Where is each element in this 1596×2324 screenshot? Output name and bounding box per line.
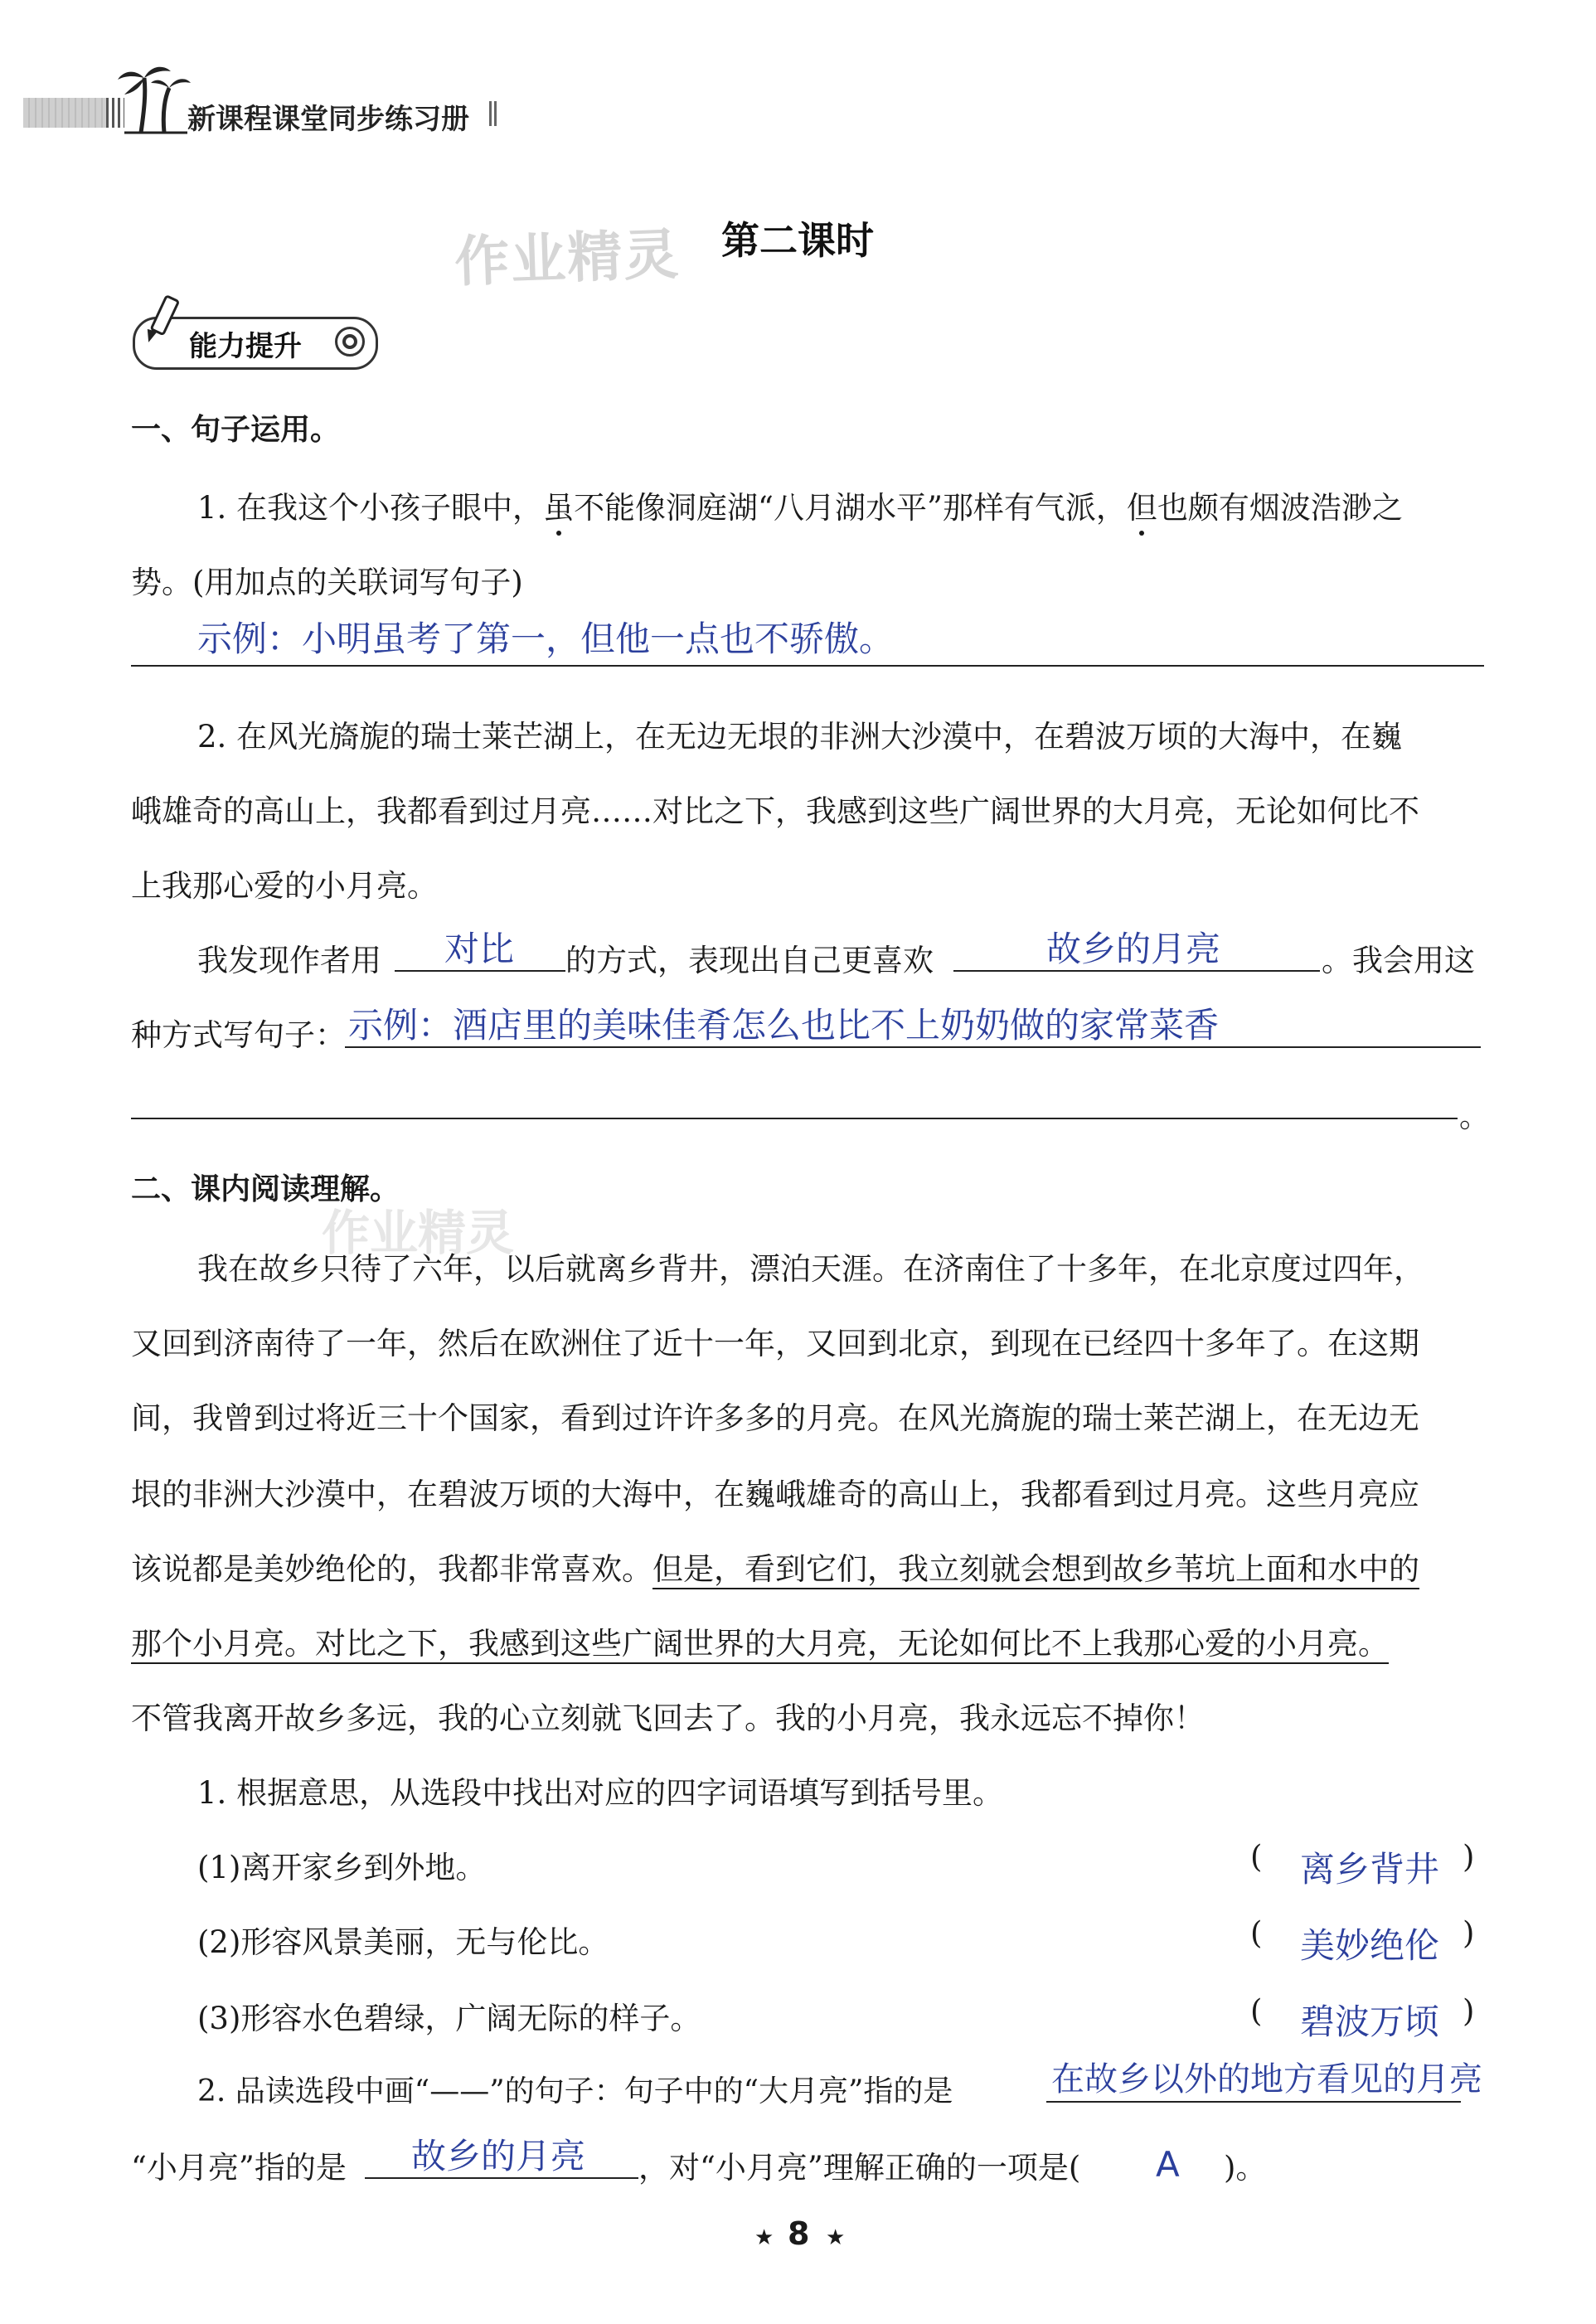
p1-q1-answer-line <box>131 665 1484 667</box>
lesson-title: 第二课时 <box>721 218 874 263</box>
p2-q1-open-1: ( <box>1250 1839 1263 1875</box>
p2-q2-prompt-c: ，对“小月亮”理解正确的一项是( <box>638 2150 1081 2186</box>
p2-q1-close-1: ) <box>1463 1839 1475 1875</box>
p1-q2-blank-d <box>131 1118 1458 1119</box>
book-title: 新课程课堂同步练习册 <box>187 103 469 136</box>
p2-q2-answer-a: 在故乡以外的地方看见的月亮 <box>1051 2060 1482 2098</box>
passage-line-2: 又回到济南待了一年，然后在欧洲住了近十一年，又回到北京，到现在已经四十多年了。在这期 <box>131 1326 1419 1361</box>
p2-q1-item-3: (3)形容水色碧绿，广阔无际的样子。 <box>197 2001 701 2036</box>
passage-plain: 该说都是美妙绝伦的，我都非常喜欢。 <box>131 1551 652 1587</box>
p2-q1-close-2: ) <box>1463 1915 1475 1951</box>
passage-line-6: 那个小月亮。对比之下，我感到这些广阔世界的大月亮，无论如何比不上我那心爱的小月亮。 <box>131 1626 1389 1662</box>
passage-line-7: 不管我离开故乡多远，我的心立刻就飞回去了。我的小月亮，我永远忘不掉你！ <box>131 1701 1205 1736</box>
p1-q2-blank-a <box>395 970 565 972</box>
p1-q2-blank-c <box>345 1046 1481 1048</box>
part2-heading: 二、课内阅读理解。 <box>131 1172 400 1206</box>
p2-q1-answer-3: 碧波万顷 <box>1300 2001 1440 2042</box>
p1-q2-prompt-a: 我发现作者用 <box>197 943 381 978</box>
footer-star-left: ★ <box>754 2225 774 2250</box>
p2-q2-prompt-d: )。 <box>1224 2150 1267 2186</box>
p1-q2-prompt-b: 的方式，表现出自己更喜欢 <box>565 943 934 978</box>
p2-q1-item-2: (2)形容风景美丽，无与伦比。 <box>197 1924 609 1960</box>
target-icon <box>335 327 365 357</box>
section-badge-label: 能力提升 <box>189 330 302 363</box>
p1-q2-prompt-c: 。我会用这 <box>1322 943 1475 978</box>
emphasis-dot-sui: 虽 <box>543 490 575 526</box>
p1-q1-line1: 1. 在我这个小孩子眼中，虽不能像洞庭湖“八月湖水平”那样有气派，但也颇有烟波浩渺之 <box>197 490 1403 526</box>
p1-q2-end-mark: 。 <box>1459 1099 1490 1134</box>
p2-q2-prompt-b: “小月亮”指的是 <box>131 2150 347 2186</box>
p1-q2-line1: 2. 在风光旖旎的瑞士莱芒湖上，在无边无垠的非洲大沙漠中，在碧波万顷的大海中，在巍 <box>197 719 1403 754</box>
header-separator <box>489 101 497 126</box>
p1-q2-line2: 峨雄奇的高山上，我都看到过月亮……对比之下，我感到这些广阔世界的大月亮，无论如何比不 <box>131 793 1419 829</box>
page-number: 8 <box>788 2215 810 2252</box>
emphasis-dot-dan: 但 <box>1126 490 1157 526</box>
p2-q2-blank-a <box>1046 2101 1461 2103</box>
passage-line-3: 间，我曾到过将近三十个国家，看到过许许多多的月亮。在风光旖旎的瑞士莱芒湖上，在无边无 <box>131 1400 1419 1436</box>
p2-q2-answer-c: A <box>1156 2144 1180 2185</box>
underlined-sentence-part1: 但是，看到它们，我立刻就会想到故乡苇坑上面和水中的 <box>652 1551 1419 1587</box>
p2-q1-prompt: 1. 根据意思，从选段中找出对应的四字词语填写到括号里。 <box>197 1775 1004 1811</box>
p1-q2-answer-a: 对比 <box>444 929 515 969</box>
p1-q2-line3: 上我那心爱的小月亮。 <box>131 868 438 904</box>
passage-line-1: 我在故乡只待了六年，以后就离乡背井，漂泊天涯。在济南住了十多年，在北京度过四年， <box>197 1251 1424 1287</box>
passage-line-5 <box>131 1544 1419 1589</box>
p2-q2-answer-b: 故乡的月亮 <box>411 2136 586 2176</box>
footer-star-right: ★ <box>826 2225 846 2250</box>
passage-line-4: 垠的非洲大沙漠中，在碧波万顷的大海中，在巍峨雄奇的高山上，我都看到过月亮。这些月亮应 <box>131 1477 1419 1512</box>
p2-q1-close-3: ) <box>1463 1993 1475 2029</box>
header-bar <box>23 98 106 128</box>
p1-q1-line2: 势。(用加点的关联词写句子) <box>131 565 523 600</box>
p1-q2-prompt-d: 种方式写句子： <box>131 1017 346 1053</box>
palm-tree-icon <box>116 60 191 134</box>
p1-q2-blank-b <box>953 970 1320 972</box>
p2-q1-open-2: ( <box>1250 1915 1263 1951</box>
watermark-passage: 作业精灵 <box>322 1205 515 1261</box>
p1-q2-answer-b: 故乡的月亮 <box>1046 929 1221 969</box>
p2-q2-blank-b <box>365 2177 638 2179</box>
p1-q2-answer-c: 示例：酒店里的美味佳肴怎么也比不上奶奶做的家常菜香 <box>348 1005 1220 1046</box>
p1-q1-answer: 示例：小明虽考了第一，但他一点也不骄傲。 <box>197 619 895 659</box>
p2-q1-open-3: ( <box>1250 1993 1263 2029</box>
p2-q2-prompt-a: 2. 品读选段中画“——”的句子：句子中的“大月亮”指的是 <box>197 2074 953 2108</box>
watermark: 作业精灵 <box>453 222 682 294</box>
p2-q1-answer-1: 离乡背井 <box>1300 1849 1440 1890</box>
p2-q1-answer-2: 美妙绝伦 <box>1300 1925 1440 1966</box>
part1-heading: 一、句子运用。 <box>131 413 341 447</box>
p2-q1-item-1: (1)离开家乡到外地。 <box>197 1850 487 1885</box>
pencil-icon <box>139 292 189 350</box>
